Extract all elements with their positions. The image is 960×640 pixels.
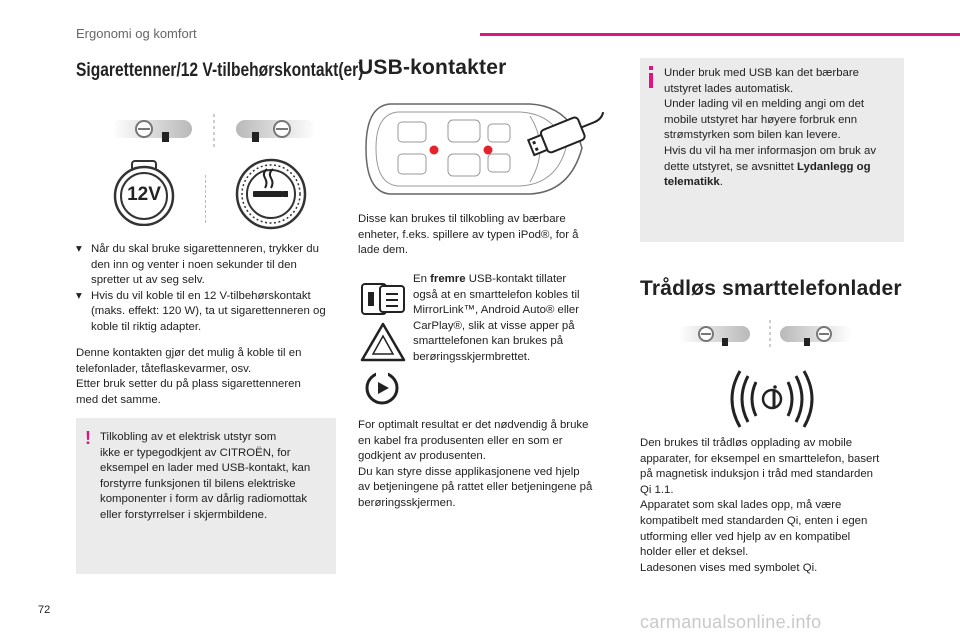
android-auto-icon xyxy=(360,322,406,362)
carplay-icon xyxy=(362,368,402,408)
cigarette-lighter-title: Sigarettenner/12 V-tilbehørskontakt(er) xyxy=(76,60,364,81)
page-number: 72 xyxy=(38,604,51,616)
left-hand-drive-icon xyxy=(112,120,192,142)
lighter-paragraph: Denne kontakten gjør det mulig å koble til en telefonlader, tåteflaskevarmer, osv. Etter bruk setter du på plass sigarettenneren med det samme. xyxy=(76,347,302,406)
front-usb-description: En fremre USB-kontakt tillater også at en smarttelefon kobles til MirrorLink™, Android Auto® eller CarPlay®, slik at visse apper på smarttelefonen kan brukes på berøringsskjermbrettet. xyxy=(413,273,580,363)
instruction-item: ▾ Hvis du vil koble til en 12 V-tilbehørskontakt (maks. effekt: 120 W), ta ut sigarettenneren og koble til riktig adapter. xyxy=(76,289,326,333)
optimal-result-paragraph: For optimalt resultat er det nødvendig å bruke en kabel fra produsenten eller en som er godkjent av produsenten. Du kan styre disse applikasjonene ved hjelp av betjeningene på rattet eller betjeningene på berøringsskjermen. xyxy=(358,419,593,509)
mirrorlink-icon xyxy=(360,282,406,316)
divider xyxy=(205,175,207,223)
right-hand-drive-icon xyxy=(780,326,852,346)
usb-title: USB-kontakter xyxy=(358,56,507,79)
socket-voltage-label: 12V xyxy=(127,184,161,205)
info-icon xyxy=(649,66,653,70)
usb-location-rear xyxy=(430,146,439,155)
watermark: carmanualsonline.info xyxy=(640,612,822,632)
warning-note: ! Tilkobling av et elektrisk utstyr som ikke er typegodkjent av CITROËN, for eksempel en lader med USB-kontakt, kan forstyrre funksjonen til bilens elektriske komponenter i form av dårlig radiomottak eller forstyrrelser i skjermbildene. xyxy=(76,418,336,574)
left-hand-drive-icon xyxy=(678,326,750,346)
usb-location-front xyxy=(484,146,493,155)
car-topview-usb-diagram xyxy=(360,96,610,200)
usb-intro: Disse kan brukes til tilkobling av bærbare enheter, f.eks. spillere av typen iPod®, for å lade dem. xyxy=(358,213,579,257)
12v-socket-illustration xyxy=(110,160,178,226)
lhd-rhd-indicator-icons xyxy=(676,320,856,350)
wireless-charger-title: Trådløs smarttelefonlader xyxy=(640,277,902,300)
instruction-item: ▾ Når du skal bruke sigarettenneren, trykker du den inn og venter i noen sekunder til den spretter ut av seg selv. xyxy=(76,243,319,287)
section-header: Ergonomi og komfort xyxy=(76,26,197,41)
wireless-charger-description: Den brukes til trådløs opplading av mobile apparater, for eksempel en smarttelefon, basert på magnetisk induksjon i tråd med standarden Qi 1.1. Apparatet som skal lades opp, må være kompatibelt med standarden Qi, enten i egen utforming eller ved hjelp av en kompatibel holder eller et deksel. Ladesonen vises med symbolet Qi. xyxy=(640,437,880,574)
cigarette-lighter-icon xyxy=(235,158,307,230)
header-accent-bar xyxy=(480,33,960,36)
info-note: Under bruk med USB kan det bærbare utstyret lades automatisk. Under lading vil en melding angi om det mobile utstyret har høyere forbruk enn strømstyrken som bilen kan levere. Hvis du vil ha mer informasjon om bruk av dette utstyret, se avsnittet Lydanlegg og telematikk. xyxy=(640,58,904,242)
warning-icon: ! xyxy=(85,428,91,448)
lhd-rhd-indicator-icons xyxy=(110,114,320,150)
right-hand-drive-icon xyxy=(236,120,316,142)
qi-wireless-symbol-icon xyxy=(722,368,822,430)
